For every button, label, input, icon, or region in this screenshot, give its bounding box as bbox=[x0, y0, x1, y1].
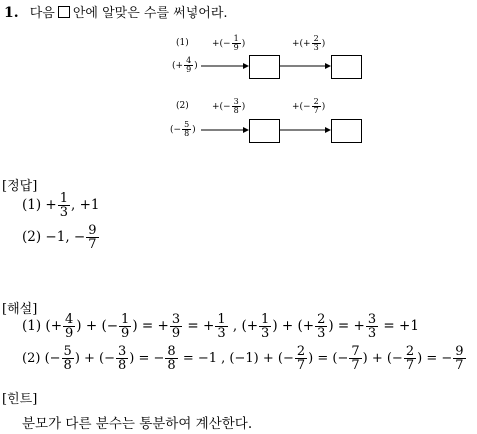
question-text-after: 안에 알맞은 수를 써넣어라. bbox=[72, 6, 228, 21]
question-text-before: 다음 bbox=[29, 6, 55, 21]
diagram-row1-op2: +(+ $\frac{2}{3}$ ) bbox=[292, 34, 326, 52]
diagram-row1-op1: +(− $\frac{1}{9}$ ) bbox=[212, 34, 246, 52]
hint-text: 분모가 다른 분수는 통분하여 계산한다. bbox=[22, 416, 253, 432]
answer-header: [정답] bbox=[2, 179, 38, 194]
diagram-row1-label: (1) bbox=[176, 38, 189, 48]
diagram-row1-start: (+ $\frac{4}{9}$ ) bbox=[172, 56, 198, 74]
explanation-line-1: (1) (+ $\frac{4}{9}$ ) + (− $\frac{1}{9}$ ) = + $\frac{3}{9}$ = + $\frac{1}{3}$ , (+ $\frac{1}{3}$ ) + (+ $\frac{2}{3}$ ) = + $\frac{3}{3}$ = +1 bbox=[22, 312, 419, 341]
explanation-header: [해설] bbox=[2, 302, 38, 317]
hint-header: [힌트] bbox=[2, 392, 38, 407]
diagram-row2-start: (− $\frac{5}{8}$ ) bbox=[170, 120, 196, 138]
answer-line-1: (1) + $\frac{1}{3}$ , +1 bbox=[22, 191, 100, 220]
diagram-row2-label: (2) bbox=[176, 101, 189, 111]
answer-line-2: (2) −1, − $\frac{9}{7}$ bbox=[22, 223, 97, 252]
question-number: 1. bbox=[4, 5, 19, 21]
diagram-row2-op2: +(− $\frac{2}{7}$ ) bbox=[292, 97, 326, 115]
diagram-row2-op1: +(− $\frac{3}{8}$ ) bbox=[212, 97, 246, 115]
explanation-line-2: (2) (− $\frac{5}{8}$ ) + (− $\frac{3}{8}$ ) = − $\frac{8}{8}$ = −1 , (−1) + (− $\frac{2}{7}$ ) = (− $\frac{7}{7}$ ) + (− $\frac{2}{7}$ ) = − $\frac{9}{7}$ bbox=[22, 344, 464, 373]
